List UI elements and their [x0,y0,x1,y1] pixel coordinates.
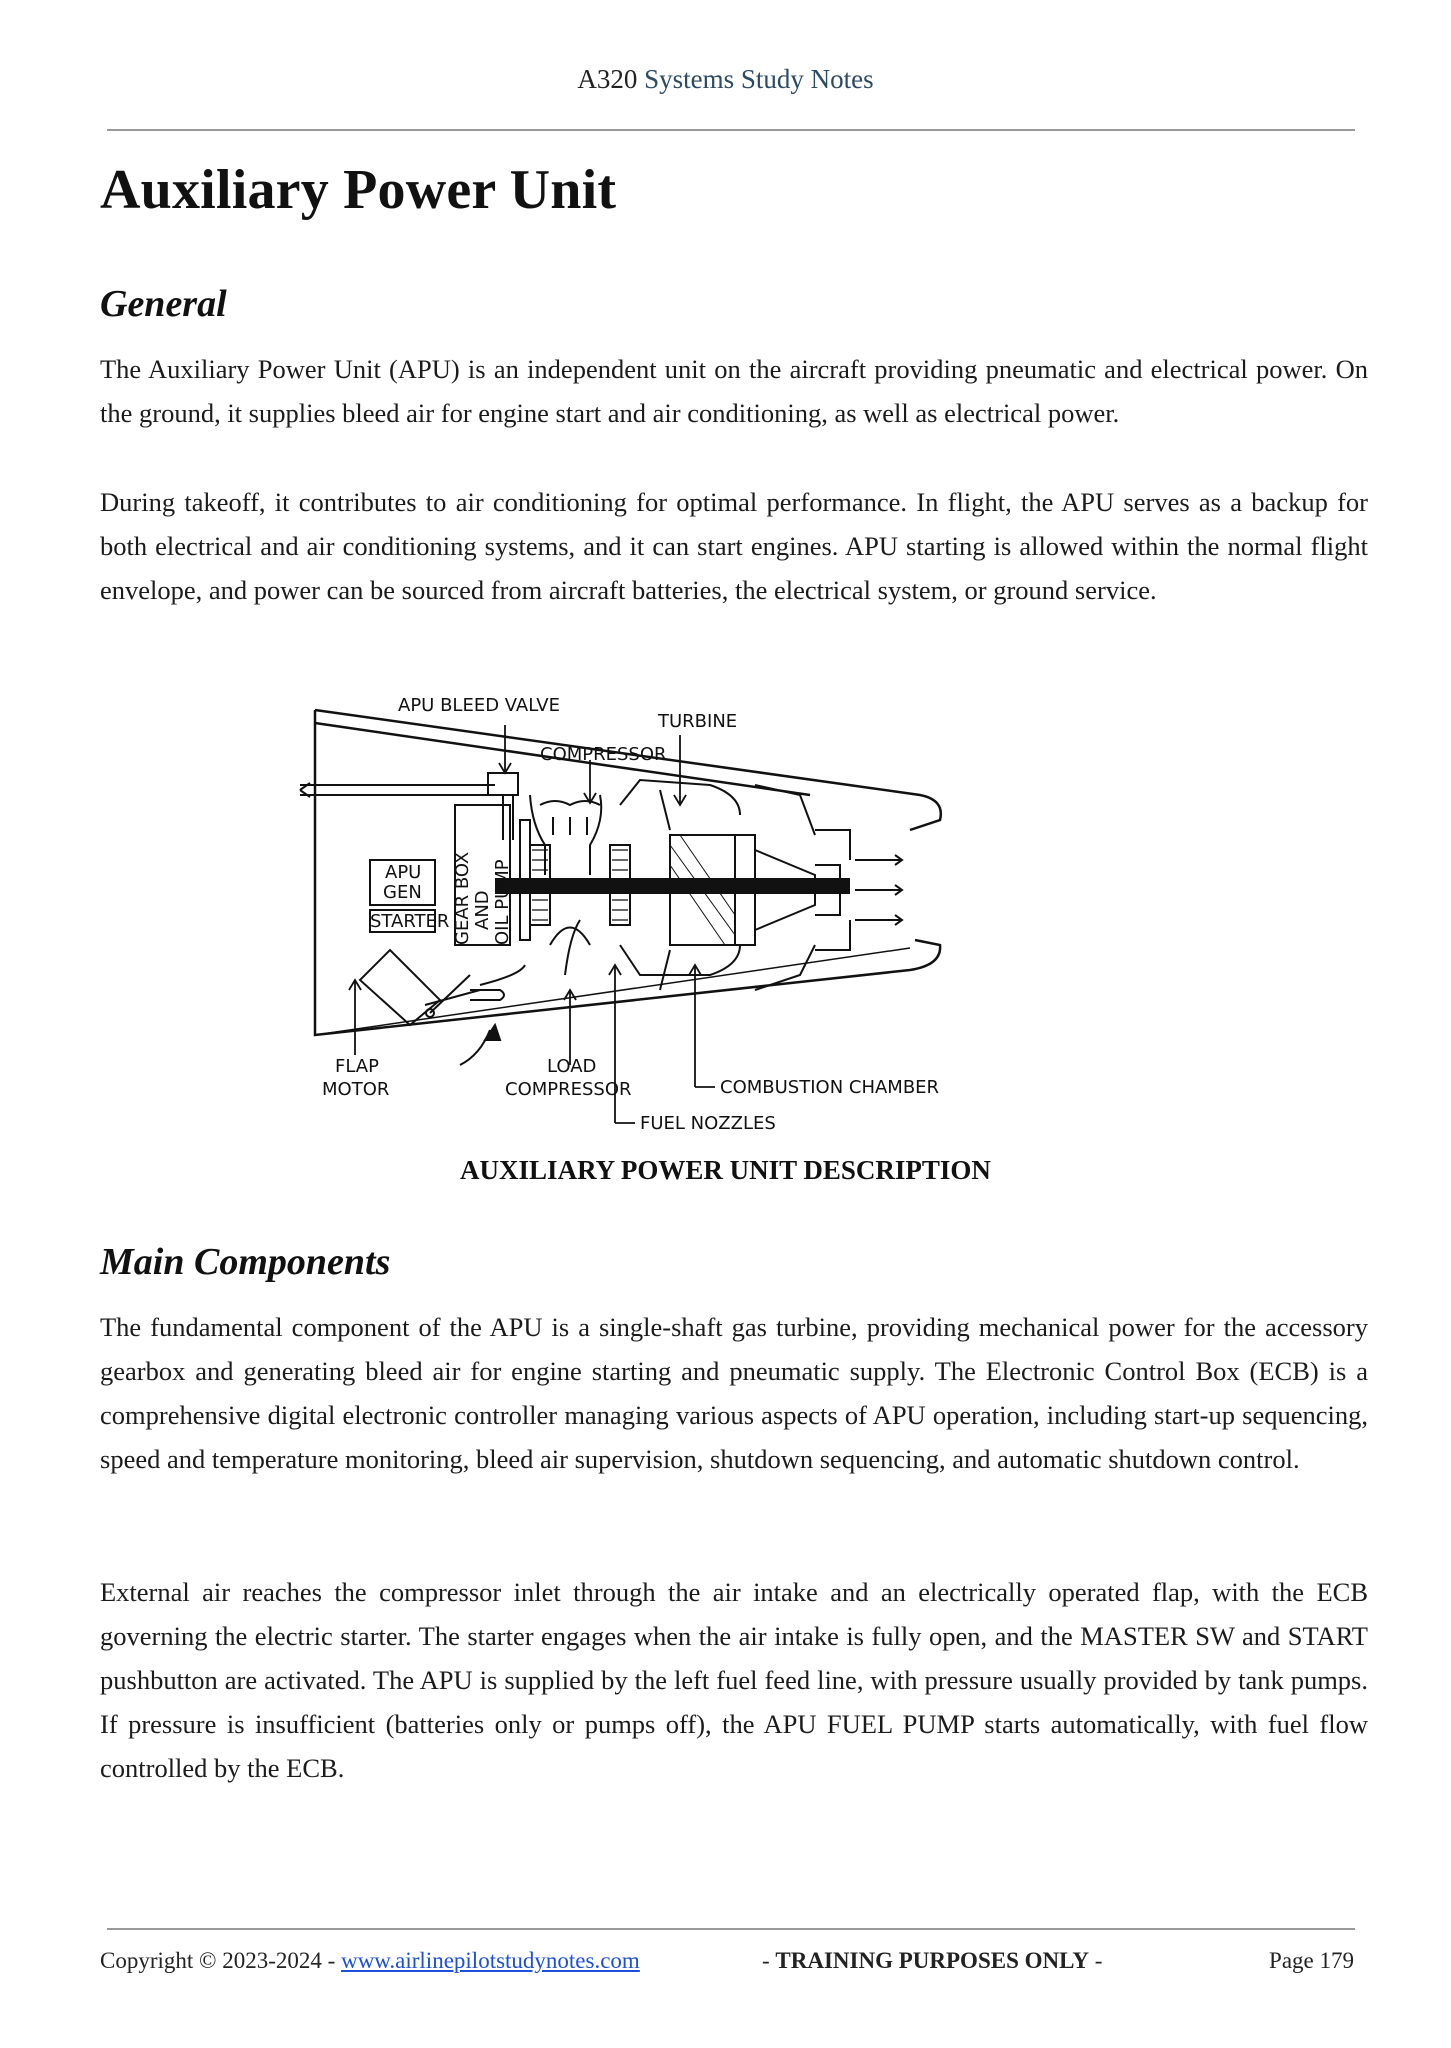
label-apu-bleed-valve: APU BLEED VALVE [398,695,560,716]
footer-copyright [100,1948,640,1974]
label-load-compressor-1: LOAD [547,1056,597,1077]
paragraph-main-components-2: External air reaches the compressor inlet through the air intake and an electrically operated flap, with the ECB governing the electric starter. The starter engages when the air intake is fully open, and the MASTER SW and START pushbutton are activated. The APU is supplied by the left fuel feed line, with pressure usually provided by tank pumps. If pressure is insufficient (batteries only or pumps off), the APU FUEL PUMP starts automatically, with fuel flow controlled by the ECB. [100,1577,1368,1783]
label-apu-gen-2: GEN [383,882,422,903]
label-combustion-chamber: COMBUSTION CHAMBER [720,1077,940,1098]
running-header [0,64,1451,95]
header-subtitle: Systems Study Notes [644,64,874,94]
section-heading-main-components: Main Components [100,1241,391,1283]
label-gearbox-3: OIL PUMP [492,859,513,945]
figure-caption: AUXILIARY POWER UNIT DESCRIPTION [460,1155,991,1185]
label-fuel-nozzles: FUEL NOZZLES [640,1113,776,1134]
apu-diagram [270,645,1070,1145]
footer-website-link[interactable]: www.airlinepilotstudynotes.com [341,1948,640,1973]
paragraph-main-components-1: The fundamental component of the APU is a single-shaft gas turbine, providing mechanical power for the accessory gearbox and generating bleed air for engine starting and pneumatic supply. The Electronic Control Box (ECB) is a comprehensive digital electronic controller managing various aspects of APU operation, including start-up sequencing, speed and temperature monitoring, bleed air supervision, shutdown sequencing, and automatic shutdown control. [100,1312,1368,1474]
page-footer [100,1948,1360,1988]
label-apu-gen-1: APU [385,862,422,883]
label-turbine: TURBINE [658,711,738,732]
footer-dash-right: - [1088,1948,1103,1973]
label-gearbox-2: AND [472,890,493,930]
header-divider [107,129,1355,131]
paragraph-general-1: The Auxiliary Power Unit (APU) is an independent unit on the aircraft providing pneumatic and electrical power. On the ground, it supplies bleed air for engine start and air conditioning, as well as electrical power. [100,354,1368,428]
label-flap-motor-1: FLAP [335,1056,379,1077]
label-load-compressor-2: COMPRESSOR [505,1079,632,1100]
footer-dash-left: - [762,1948,776,1973]
label-compressor: COMPRESSOR [540,744,667,765]
footer-training-text: TRAINING PURPOSES ONLY [775,1948,1089,1973]
section-heading-general: General [100,283,227,325]
header-doc-name: A320 [577,64,638,94]
footer-copyright-text: Copyright © 2023-2024 - [100,1948,342,1973]
label-starter: STARTER [370,911,450,932]
footer-divider [107,1928,1355,1930]
paragraph-general-2: During takeoff, it contributes to air conditioning for optimal performance. In flight, the APU serves as a backup for both electrical and air conditioning systems, and it can start engines. APU starting is allowed within the normal flight envelope, and power can be sourced from aircraft batteries, the electrical system, or ground service. [100,487,1368,605]
label-flap-motor-2: MOTOR [322,1079,390,1100]
page-title: Auxiliary Power Unit [100,159,617,221]
footer-page-number: Page 179 [1269,1948,1354,1973]
label-gearbox-1: GEAR BOX [452,851,473,945]
footer-training-notice [762,1948,1102,1974]
